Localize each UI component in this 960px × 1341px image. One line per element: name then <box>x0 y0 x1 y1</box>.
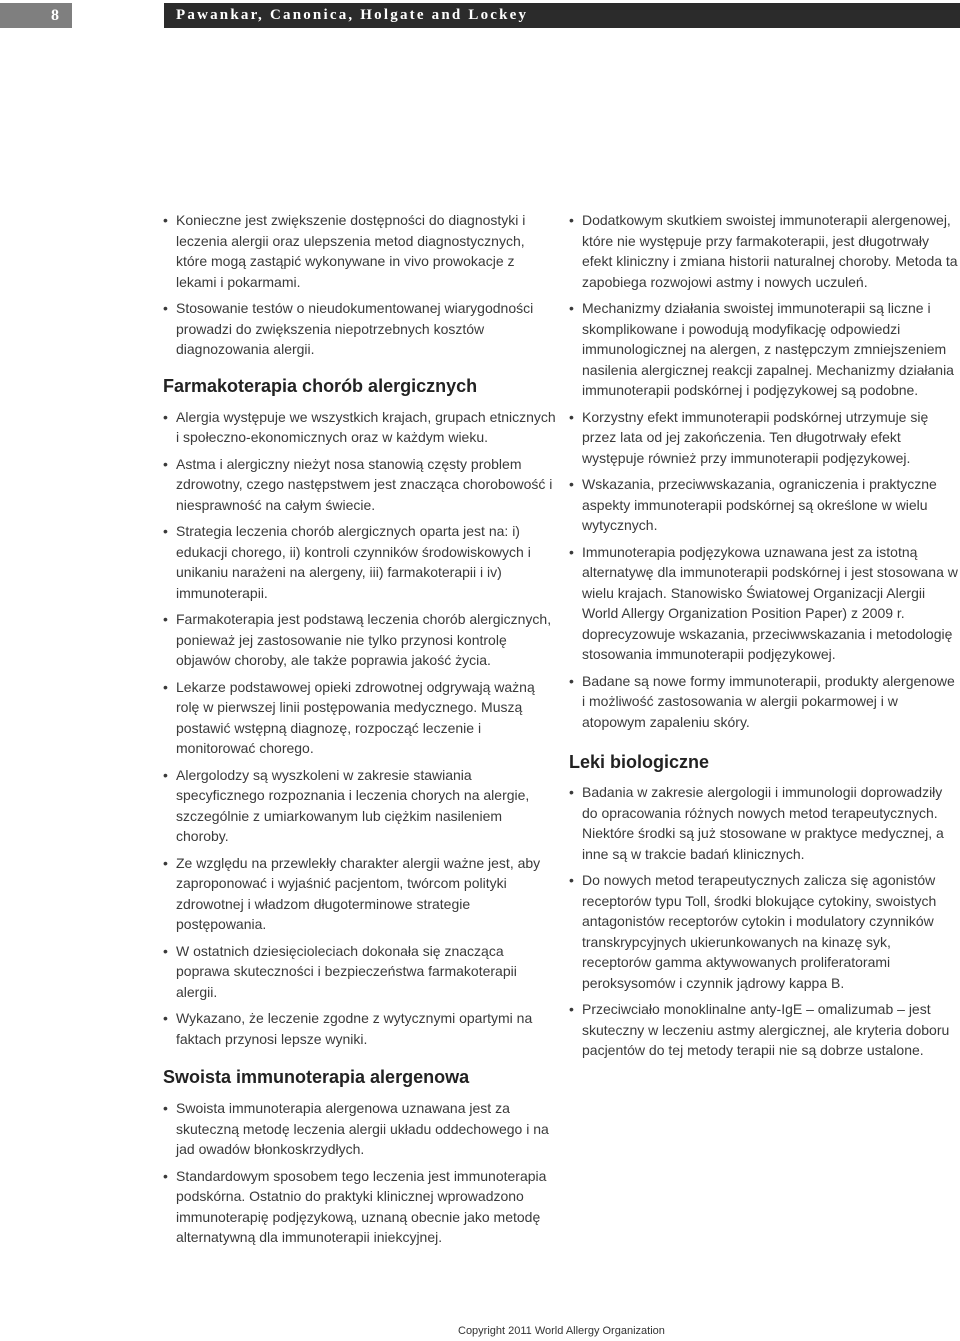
list-item: • Farmakoterapia jest podstawą leczenia chorób alergicznych, ponieważ jej zastosowanie nie tylko przynosi kontrolę objawów choroby, ale także poprawia jakość życia. <box>163 609 558 671</box>
list-item: • Korzystny efekt immunoterapii podskórnej utrzymuje się przez lata od jej zakończenia. Ten długotrwały efekt występuje również przy immunoterapii podjęzykowej. <box>569 407 960 469</box>
biologics-bullet-list <box>569 782 960 1061</box>
immunotherapy-bullet-list <box>163 1098 558 1248</box>
list-item: • Alergia występuje we wszystkich krajach, grupach etnicznych i społeczno-ekonomicznych oraz w każdym wieku. <box>163 407 558 448</box>
list-item: • Badane są nowe formy immunoterapii, produkty alergenowe i możliwość zastosowania w alergii pokarmowej i w atopowym zapaleniu skóry. <box>569 671 960 733</box>
list-item: • Badania w zakresie alergologii i immunologii doprowadziły do opracowania różnych nowych metod terapeutycznych. Niektóre środki są już stosowane w praktyce medycznej, a inne są w trakcie badań klinicznych. <box>569 782 960 864</box>
list-item: • Wykazano, że leczenie zgodne z wytycznymi opartymi na faktach przynosi lepsze wyniki. <box>163 1008 558 1049</box>
section-heading-pharmacotherapy: Farmakoterapia chorób alergicznych <box>163 375 478 396</box>
list-item: • Mechanizmy działania swoistej immunoterapii są liczne i skomplikowane i powodują modyfikację odpowiedzi immunologicznej na alergen, z następczym zmniejszeniem nasilenia alergicznej reakcji zapalnej. Mechanizmy działania immunoterapii podskórnej i podjęzykowej są podobne. <box>569 298 960 401</box>
list-item: • Do nowych metod terapeutycznych zalicza się agonistów receptorów typu Toll, środki blokujące cytokiny, swoistych antagonistów receptorów cytokin i modulatory czynników transkrypcyjnych ukierunkowanych na kinazę syk, receptorów gamma aktywowanych proliferatorami peroksysomów i czynnik jądrowy kappa B. <box>569 870 960 993</box>
list-item: • Stosowanie testów o nieudokumentowanej wiarygodności prowadzi do zwiększenia niepotrzebnych kosztów diagnozowania alergii. <box>163 298 558 360</box>
immunotherapy-continued-bullet-list <box>569 210 960 732</box>
list-item: • Standardowym sposobem tego leczenia jest immunoterapia podskórna. Ostatnio do praktyki klinicznej wprowadzono immunoterapię podjęzykową, uznaną obecnie jako metodę alternatywną dla immunoterapii iniekcyjnej. <box>163 1166 558 1248</box>
copyright-footer: Copyright 2011 World Allergy Organization <box>458 1325 665 1337</box>
section-heading-biologics: Leki biologiczne <box>569 752 710 772</box>
intro-bullet-list <box>163 210 558 360</box>
list-item: • Lekarze podstawowej opieki zdrowotnej odgrywają ważną rolę w pierwszej linii postępowania medycznego. Muszą postawić wstępną diagnozę, rozpocząć leczenie i monitorować chorego. <box>163 677 558 759</box>
list-item: • Alergolodzy są wyszkoleni w zakresie stawiania specyficznego rozpoznania i leczenia chorych na alergie, szczególnie z umiarkowanym lub ciężkim nasileniem choroby. <box>163 765 558 847</box>
list-item: • Przeciwciało monoklinalne anty-IgE – omalizumab – jest skuteczny w leczeniu astmy alergicznej, ale kryteria doboru pacjentów do tej metody terapii nie są dobrze ustalone. <box>569 999 960 1061</box>
list-item: • W ostatnich dziesięcioleciach dokonała się znacząca poprawa skuteczności i bezpieczeństwa farmakoterapii alergii. <box>163 941 558 1003</box>
left-column <box>163 210 558 1254</box>
pharmacotherapy-bullet-list <box>163 407 558 1050</box>
list-item: • Dodatkowym skutkiem swoistej immunoterapii alergenowej, które nie występuje przy farmakoterapii, jest długotrwały efekt kliniczny i zmiana historii naturalnej choroby. Metoda ta zapobiega rozwojowi astmy i nowych uczuleń. <box>569 210 960 292</box>
page-number: 8 <box>0 3 72 28</box>
list-item: • Strategia leczenia chorób alergicznych oparta jest na: i) edukacji chorego, ii) kontroli czynników środowiskowych i unikaniu narażeni na alergeny, iii) farmakoterapii i iv) immunoterapii. <box>163 521 558 603</box>
list-item: • Immunoterapia podjęzykowa uznawana jest za istotną alternatywę dla immunoterapii podskórnej i jest stosowana w wielu krajach. Stanowisko Światowej Organizacji Alergii World Allergy Organization Position Paper) z 2009 r. doprecyzowuje wskazania, przeciwwskazania i metodologię stosowania immunoterapii podjęzykowej. <box>569 542 960 665</box>
running-header: Pawankar, Canonica, Holgate and Lockey <box>164 3 960 28</box>
list-item: • Astma i alergiczny nieżyt nosa stanowią częsty problem zdrowotny, czego następstwem jest znacząca chorobowość i niesprawność na całym świecie. <box>163 454 558 516</box>
right-column <box>569 210 960 1067</box>
list-item: • Konieczne jest zwiększenie dostępności do diagnostyki i leczenia alergii oraz ulepszenia metod diagnostycznych, które mogą zastąpić wykonywane in vivo prowokacje z lekami i pokarmami. <box>163 210 558 292</box>
section-heading-immunotherapy: Swoista immunoterapia alergenowa <box>163 1067 470 1087</box>
list-item: • Wskazania, przeciwwskazania, ograniczenia i praktyczne aspekty immunoterapii podskórnej są określone w wielu wytycznych. <box>569 474 960 536</box>
list-item: • Swoista immunoterapia alergenowa uznawana jest za skuteczną metodę leczenia alergii układu oddechowego i na jad owadów błonkoskrzydłych. <box>163 1098 558 1160</box>
list-item: • Ze względu na przewlekły charakter alergii ważne jest, aby zaproponować i wyjaśnić pacjentom, twórcom polityki zdrowotnej i władzom długoterminowe strategie postępowania. <box>163 853 558 935</box>
